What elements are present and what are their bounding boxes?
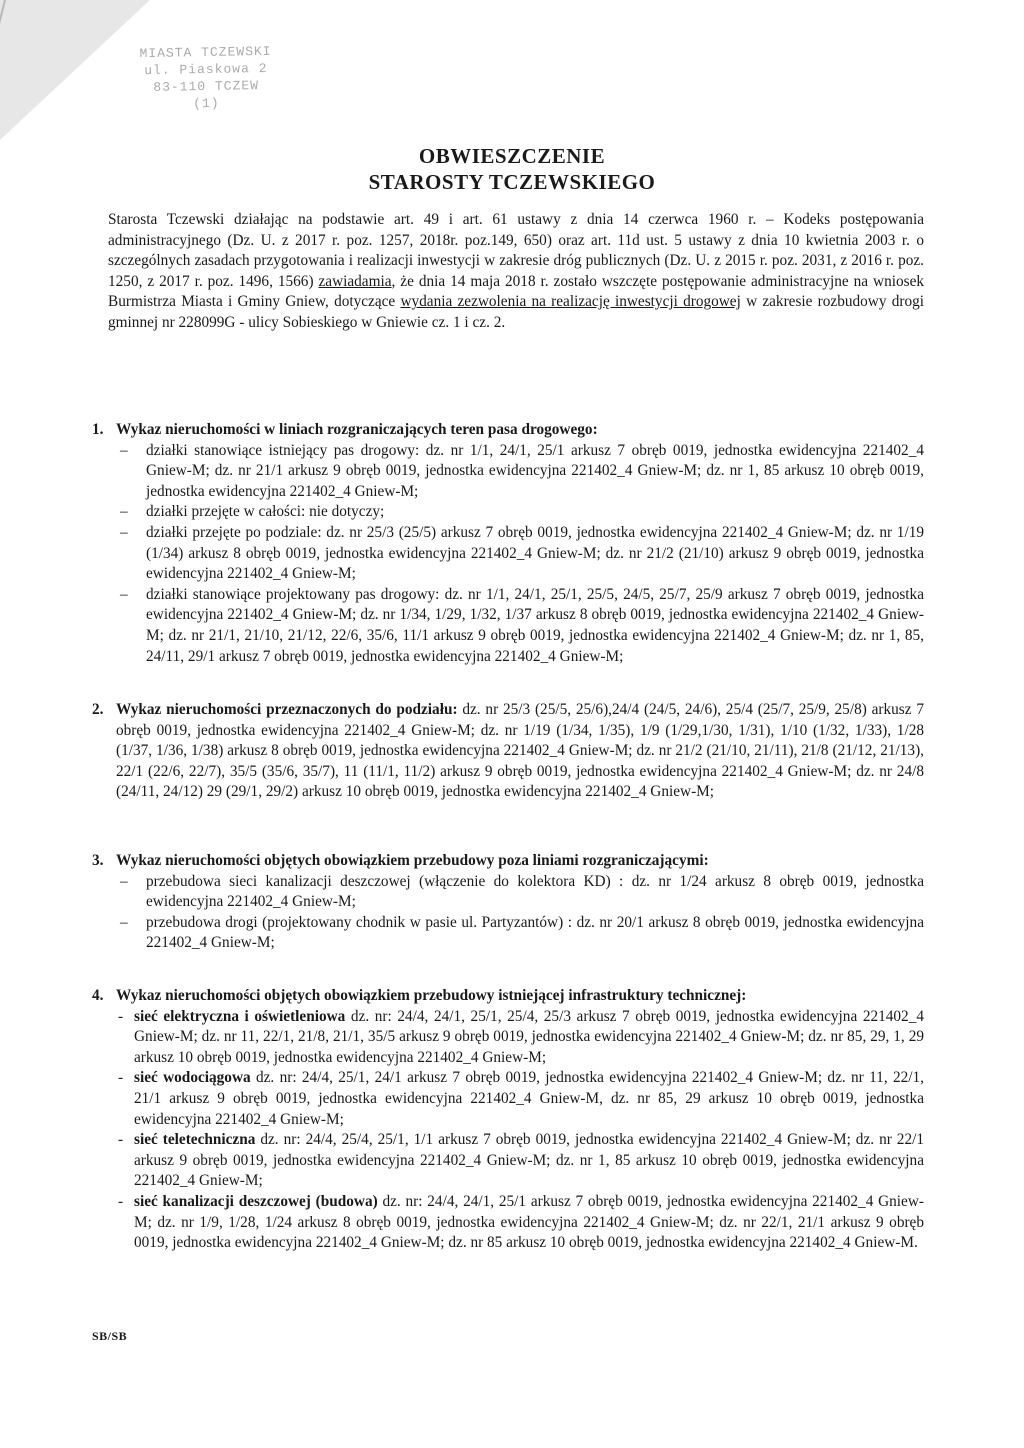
item-text: dz. nr: 24/4, 24/1, 25/1, 25/4, 25/3 arkusz 7 obręb 0019, jednostka ewidencyjna 221402_4 Gniew-M; dz. nr 11, 22/1, 21/8, 21/1, 35/5 arkusz 9 obręb 0019, jednostka ewidencyjna 221402_4 Gniew-M; dz. nr 85, 29, 1, 29 arkusz 10 obręb 0019, jednostka ewidencyjna 221402_4 Gniew-M; (134, 1007, 925, 1066)
intro-text: , że dnia 14 maja 2018 r. zostało wszczęte postępowanie administracyjne na wniosek Burmistrza Miasta i Gminy Gniew, dotyczące (108, 272, 925, 311)
item-label: sieć kanalizacji deszczowej (budowa) (134, 1192, 378, 1210)
stamp-line: 83-110 TCZEW (153, 78, 260, 95)
section-list (92, 872, 924, 954)
list-item (116, 1068, 924, 1130)
item-label: sieć teletechniczna (134, 1131, 256, 1149)
intro-underlined-text: zawiadamia (318, 272, 392, 290)
intro-underlined-text: wydania zezwolenia na realizację inwestycji drogowej (400, 293, 741, 311)
list-item (116, 1192, 924, 1254)
item-text: dz. nr: 24/4, 24/1, 25/1 arkusz 7 obręb 0019, jednostka ewidencyjna 221402_4 Gniew-M; dz. nr 1/9, 1/28, 1/24 arkusz 8 obręb 0019, jednostka ewidencyjna 221402_4 Gniew-M; dz. nr 22/1, 21/1 arkusz 9 obręb 0019, jednostka ewidencyjna 221402_4 Gniew-M; dz. nr 85 arkusz 10 obręb 0019, jednostka ewidencyjna 221402_4 Gniew-M. (134, 1192, 924, 1252)
dash-marker: - (118, 1131, 124, 1149)
list-item: – działki stanowiące istniejący pas drogowy: dz. nr 1/1, 24/1, 25/1 arkusz 7 obręb 0019, jednostka ewidencyjna 221402_4 Gniew-M; dz. nr 21/1 arkusz 9 obręb 0019, jednostka ewidencyjna 221402_4 Gniew-M; dz. nr 1, 85 arkusz 10 obręb 0019, jednostka ewidencyjna 221402_4 Gniew-M; (116, 441, 924, 503)
section-number: 4. (92, 987, 104, 1004)
stamp-line: ul. Piaskowa 2 (144, 60, 268, 79)
section-title: Wykaz nieruchomości przeznaczonych do podziału: (116, 701, 458, 718)
section-3 (92, 851, 924, 954)
section-title: Wykaz nieruchomości objętych obowiązkiem przebudowy istniejącej infrastruktury technicznej: (116, 987, 747, 1004)
list-item (116, 1007, 924, 1069)
list-item: – działki stanowiące projektowany pas drogowy: dz. nr 1/1, 24/1, 25/1, 25/5, 24/5, 25/7, 25/9 arkusz 7 obręb 0019, jednostka ewidencyjna 221402_4 Gniew-M; dz. nr 1/34, 1/29, 1/32, 1/37 arkusz 8 obręb 0019, jednostka ewidencyjna 221402_4 Gniew-M; dz. nr 21/1, 21/10, 21/12, 22/6, 35/6, 11/1 arkusz 9 obręb 0019, jednostka ewidencyjna 221402_4 Gniew-M; dz. nr 1, 85, 24/11, 29/1 arkusz 7 obręb 0019, jednostka ewidencyjna 221402_4 Gniew-M; (116, 585, 924, 667)
section-2 (92, 700, 924, 803)
list-item: – przebudowa drogi (projektowany chodnik w pasie ul. Partyzantów) : dz. nr 20/1 arkusz 8 obręb 0019, jednostka ewidencyjna 221402_4 Gniew-M; (116, 913, 924, 954)
item-label: sieć wodociągowa (134, 1069, 251, 1087)
section-text: dz. nr 25/3 (25/5, 25/6),24/4 (24/5, 24/6), 25/4 (25/7, 25/9, 25/8) arkusz 7 obręb 0019, jednostka ewidencyjna 221402_4 Gniew-M; dz. nr 1/19 (1/34, 1/35), 1/9 (1/29,1/30, 1/31), 1/10 (1/32, 1/33), 1/28 (1/37, 1/36, 1/38) arkusz 8 obręb 0019, jednostka ewidencyjna 221402_4 Gniew-M; dz. nr 21/2 (21/10, 21/11), 21/8 (21/12, 21/13), 22/1 (22/6, 22/7), 35/5 (35/6, 35/7), 11 (11/1, 11/2) arkusz 9 obręb 0019, jednostka ewidencyjna 221402_4 Gniew-M; dz. nr 24/8 (24/11, 24/12) 29 (29/1, 29/2) arkusz 10 obręb 0019, jednostka ewidencyjna 221402_4 Gniew-M; (116, 701, 924, 801)
list-item: – działki przejęte po podziale: dz. nr 25/3 (25/5) arkusz 7 obręb 0019, jednostka ewidencyjna 221402_4 Gniew-M; dz. nr 1/19 (1/34) arkusz 8 obręb 0019, jednostka ewidencyjna 221402_4 Gniew-M; dz. nr 21/2 (21/10) arkusz 9 obręb 0019, jednostka ewidencyjna 221402_4 Gniew-M; (116, 523, 924, 585)
list-item (116, 1130, 924, 1192)
author-initials: SB/SB (92, 1329, 128, 1343)
item-text: dz. nr: 24/4, 25/4, 25/1, 1/1 arkusz 7 obręb 0019, jednostka ewidencyjna 221402_4 Gniew-M; dz. nr 22/1 arkusz 9 obręb 0019, jednostka ewidencyjna 221402_4 Gniew-M; dz. nr 1, 85 arkusz 10 obręb 0019, jednostka ewidencyjna 221402_4 Gniew-M; (134, 1131, 924, 1190)
section-title: Wykaz nieruchomości w liniach rozgraniczających teren pasa drogowego: (116, 421, 598, 438)
intro-text: w zakresie rozbudowy drogi gminnej nr 228099G - ulicy Sobieskiego w Gniewie cz. 1 i cz. 2. (108, 293, 925, 331)
list-item: – przebudowa sieci kanalizacji deszczowej (włączenie do kolektora KD) : dz. nr 1/24 arkusz 8 obręb 0019, jednostka ewidencyjna 221402_4 Gniew-M; (116, 872, 924, 913)
document-subtitle: STAROSTY TCZEWSKIEGO (368, 170, 656, 194)
intro-text: Starosta Tczewski działając na podstawie art. 49 i art. 61 ustawy z dnia 14 czerwca 1960 r. – Kodeks postępowania administracyjnego (Dz. U. z 2017 r. poz. 1257, 2018r. poz.149, 650) oraz art. 11d ust. 5 ustawy z dnia 10 kwietnia 2003 r. o szczególnych zasadach przygotowania i realizacji inwestycji w zakresie dróg publicznych (Dz. U. z 2015 r. poz. 2031, z 2016 r. poz. 1250, z 2017 r. poz. 1496, 1566) (108, 211, 924, 290)
section-number: 1. (92, 421, 104, 438)
dash-marker: - (118, 1192, 124, 1210)
section-title: Wykaz nieruchomości objętych obowiązkiem przebudowy poza liniami rozgraniczającymi: (116, 852, 709, 869)
document-title: OBWIESZCZENIE (418, 144, 606, 168)
item-label: sieć elektryczna i oświetleniowa (134, 1007, 346, 1025)
stamp-line: MIASTA TCZEWSKI (139, 43, 272, 62)
section-list (92, 441, 924, 668)
section-number: 2. (92, 701, 104, 718)
list-item: – działki przejęte w całości: nie dotyczy; (116, 502, 924, 523)
section-4 (92, 986, 924, 1254)
section-number: 3. (92, 852, 104, 869)
intro-paragraph (108, 210, 924, 334)
item-text: dz. nr: 24/4, 25/1, 24/1 arkusz 7 obręb 0019, jednostka ewidencyjna 221402_4 Gniew-M; dz. nr 11, 22/1, 21/1 arkusz 9 obręb 0019, jednostka ewidencyjna 221402_4 Gniew-M, dz. nr 85, 29 arkusz 10 obręb 0019, jednostka ewidencyjna 221402_4 Gniew-M; (134, 1069, 924, 1128)
dash-marker: - (118, 1007, 124, 1025)
infrastructure-list (92, 1007, 924, 1254)
section-1 (92, 420, 924, 667)
stamp-line: (1) (193, 95, 220, 112)
office-stamp (115, 42, 296, 113)
dash-marker: - (118, 1069, 124, 1087)
